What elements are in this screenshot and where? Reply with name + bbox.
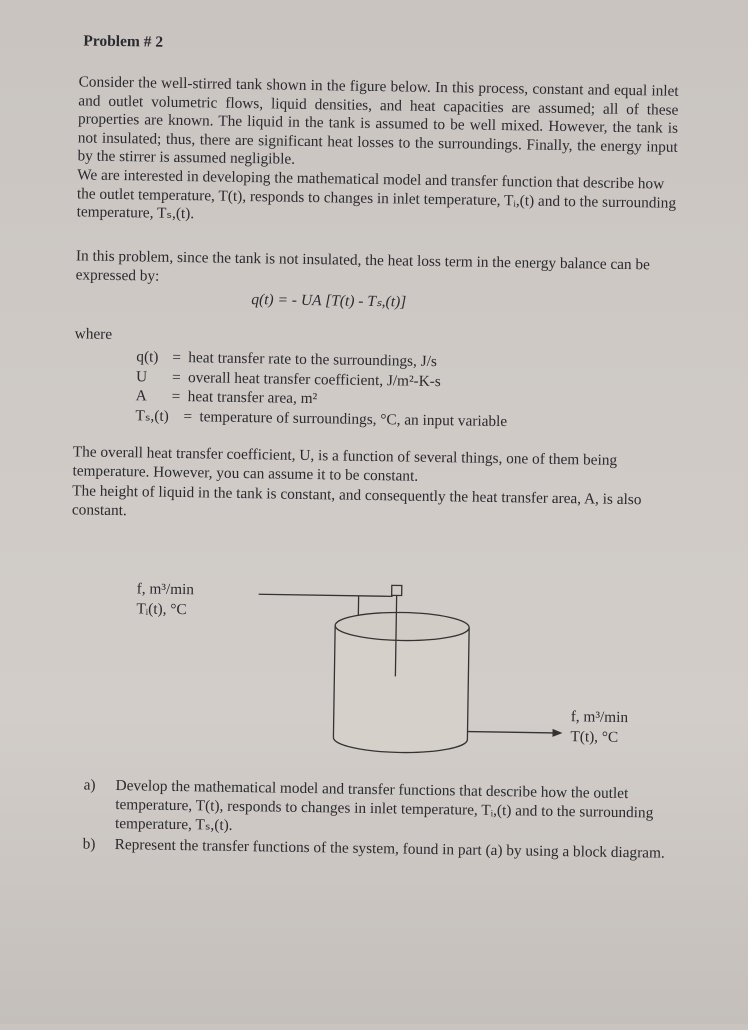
question-label: b) xyxy=(83,834,115,854)
heat-loss-equation: q(t) = - UA [T(t) - Tₛ,(t)] xyxy=(251,290,406,311)
definition-symbol: Tₛ,(t) xyxy=(135,406,183,426)
question-label: a) xyxy=(83,776,116,834)
definition-text: temperature of surroundings, °C, an input variable xyxy=(199,407,507,431)
definition-symbol: U xyxy=(136,367,172,387)
problem-title: Problem # 2 xyxy=(83,32,163,51)
outlet-flow-label: f, m³/min xyxy=(571,707,629,728)
question-text: Develop the mathematical model and transfer functions that describe how the outlet temperature, T(t), responds to changes in inlet temperature, Tᵢ,(t) and to the surrounding temperature, Tₛ,(t). xyxy=(115,776,684,843)
inlet-pipe xyxy=(259,594,393,596)
area-paragraph: The height of liquid in the tank is constant, and consequently the heat transfer area, A, is also constant. xyxy=(72,482,673,529)
outlet-pipe xyxy=(468,732,555,733)
outlet-temp-label: T(t), °C xyxy=(570,727,628,748)
outlet-labels xyxy=(570,707,628,748)
inlet-flow-label: f, m³/min xyxy=(137,579,195,600)
tank-body xyxy=(333,625,469,753)
definition-equals: = xyxy=(172,348,188,368)
question-item xyxy=(83,776,684,843)
definition-text: overall heat transfer coefficient, J/m²-K-s xyxy=(188,368,441,391)
stirrer-motor xyxy=(392,585,402,595)
question-text: Represent the transfer functions of the system, found in part (a) by using a block diagram. xyxy=(115,835,683,863)
objective-paragraph: We are interested in developing the mathematical model and transfer function that describe how the outlet temperature, T(t), responds to changes in inlet temperature, Tᵢ,(t) and to the surrounding temperature, Tₛ,(t). xyxy=(76,166,677,231)
where-label: where xyxy=(75,325,113,344)
coefficient-paragraph: The overall heat transfer coefficient, U, is a function of several things, one of them being temperature. However, you can assume it to be constant. xyxy=(72,443,673,490)
definition-symbol: q(t) xyxy=(136,347,172,367)
intro-paragraph: Consider the well-stirred tank shown in the figure below. In this process, constant and equal inlet and outlet volumetric flows, liquid densities, and heat capacities are assumed; all of these properties are known. The liquid in the tank is assumed to be well mixed. However, the tank is not insulated; thus, there are significant heat losses to the surroundings. Finally, the energy input by the stirrer is assumed negligible. xyxy=(77,73,678,175)
inlet-temp-label: Tᵢ(t), °C xyxy=(136,599,194,620)
inlet-labels xyxy=(136,579,194,620)
definition-text: heat transfer area, m² xyxy=(188,387,318,409)
heat-loss-paragraph: In this problem, since the tank is not insulated, the heat loss term in the energy balance can be expressed by: xyxy=(75,247,676,294)
definition-equals: = xyxy=(172,367,188,387)
definition-symbol: A xyxy=(136,386,172,406)
outlet-arrow-icon xyxy=(552,729,562,737)
questions-list xyxy=(83,776,684,864)
definition-equals: = xyxy=(183,407,199,427)
definition-text: heat transfer rate to the surroundings, J/s xyxy=(188,348,437,371)
definition-equals: = xyxy=(172,387,188,407)
